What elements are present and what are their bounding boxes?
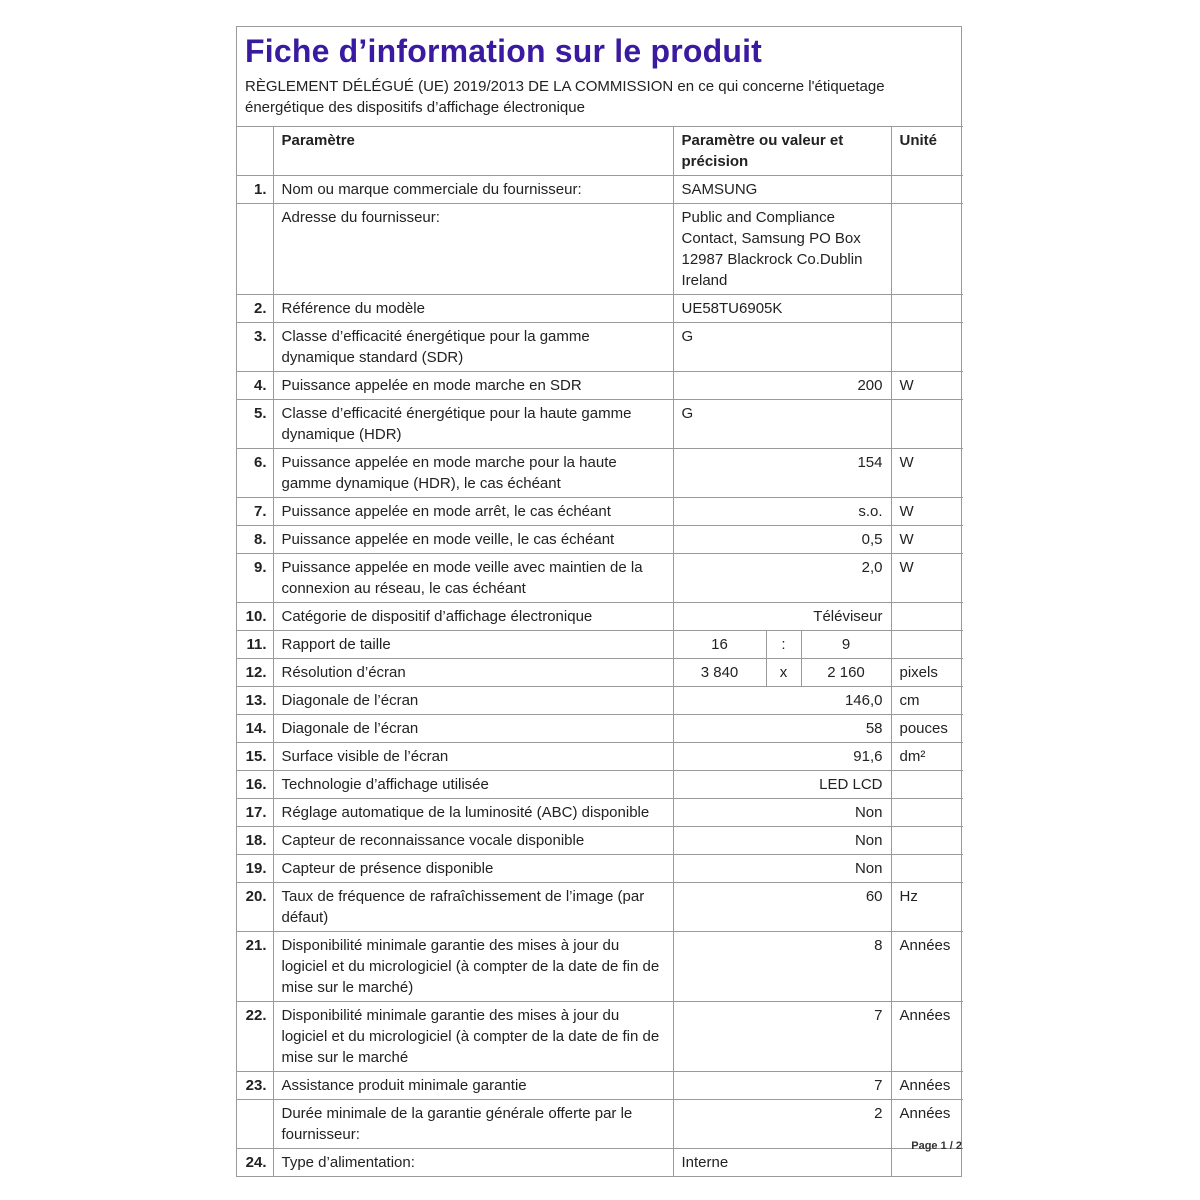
row-number: 15. [237,743,273,771]
row-value: Non [673,799,891,827]
row-number: 11. [237,631,273,659]
row-value: 2,0 [673,554,891,603]
row-value: Interne [673,1149,891,1177]
row-number: 17. [237,799,273,827]
table-row [237,827,963,855]
row-number [237,1100,273,1149]
row-unit [891,603,963,631]
table-row [237,799,963,827]
table-row [237,631,963,659]
row-param: Capteur de présence disponible [273,855,673,883]
row-unit [891,631,963,659]
split-separator: : [767,631,802,658]
row-param: Assistance produit minimale garantie [273,1072,673,1100]
table-row [237,323,963,372]
row-unit: Années [891,1002,963,1072]
row-number: 2. [237,295,273,323]
row-unit: W [891,449,963,498]
row-unit: W [891,554,963,603]
row-number: 18. [237,827,273,855]
table-row [237,603,963,631]
table-row [237,526,963,554]
row-unit [891,855,963,883]
table-row [237,883,963,932]
table-row [237,771,963,799]
row-number: 16. [237,771,273,799]
row-unit: Années [891,1072,963,1100]
row-param: Rapport de taille [273,631,673,659]
row-number: 1. [237,176,273,204]
table-row [237,855,963,883]
row-number [237,204,273,295]
split-value-a: 16 [674,631,767,658]
row-param: Puissance appelée en mode marche en SDR [273,372,673,400]
row-unit [891,400,963,449]
row-param: Disponibilité minimale garantie des mises à jour du logiciel et du micrologiciel (à compter de la date de fin de mise sur le marché) [273,932,673,1002]
row-number: 19. [237,855,273,883]
row-param: Taux de fréquence de rafraîchissement de l’image (par défaut) [273,883,673,932]
row-value: 200 [673,372,891,400]
row-value: s.o. [673,498,891,526]
row-unit: W [891,498,963,526]
table-row [237,659,963,687]
row-value: 7 [673,1072,891,1100]
row-param: Résolution d’écran [273,659,673,687]
row-param: Classe d’efficacité énergétique pour la haute gamme dynamique (HDR) [273,400,673,449]
row-unit [891,176,963,204]
row-param: Puissance appelée en mode veille, le cas échéant [273,526,673,554]
row-param: Diagonale de l’écran [273,715,673,743]
row-param: Catégorie de dispositif d’affichage électronique [273,603,673,631]
row-number: 23. [237,1072,273,1100]
table-row [237,372,963,400]
table-row [237,743,963,771]
row-value: LED LCD [673,771,891,799]
row-param: Puissance appelée en mode veille avec maintien de la connexion au réseau, le cas échéant [273,554,673,603]
row-number: 12. [237,659,273,687]
row-value: 91,6 [673,743,891,771]
row-number: 3. [237,323,273,372]
regulation-subtitle: RÈGLEMENT DÉLÉGUÉ (UE) 2019/2013 DE LA COMMISSION en ce qui concerne l'étiquetage énergétique des dispositifs d’affichage électronique [245,78,885,116]
row-unit [891,827,963,855]
row-number: 8. [237,526,273,554]
row-value: Public and Compliance Contact, Samsung PO Box 12987 Blackrock Co.Dublin Ireland [673,204,891,295]
row-value: SAMSUNG [673,176,891,204]
header-unit: Unité [891,127,963,176]
row-unit: Années [891,932,963,1002]
row-param: Référence du modèle [273,295,673,323]
row-unit: W [891,372,963,400]
row-value: 2 [673,1100,891,1149]
table-row [237,176,963,204]
row-value: G [673,323,891,372]
row-value: Non [673,827,891,855]
row-param: Puissance appelée en mode arrêt, le cas échéant [273,498,673,526]
row-number: 4. [237,372,273,400]
row-unit: Années [891,1100,963,1149]
header-param: Paramètre [273,127,673,176]
row-unit: pouces [891,715,963,743]
table-row [237,554,963,603]
row-param: Diagonale de l’écran [273,687,673,715]
row-param: Disponibilité minimale garantie des mises à jour du logiciel et du micrologiciel (à compter de la date de fin de mise sur le marché [273,1002,673,1072]
row-number: 13. [237,687,273,715]
row-value: UE58TU6905K [673,295,891,323]
row-value: G [673,400,891,449]
row-param: Nom ou marque commerciale du fournisseur: [273,176,673,204]
row-unit [891,799,963,827]
table-row [237,1100,963,1149]
row-value: 0,5 [673,526,891,554]
row-unit: Hz [891,883,963,932]
table-row [237,932,963,1002]
header-num-cell [237,127,273,176]
row-number: 9. [237,554,273,603]
table-row [237,715,963,743]
row-number: 22. [237,1002,273,1072]
table-row [237,449,963,498]
row-number: 14. [237,715,273,743]
row-param: Puissance appelée en mode marche pour la haute gamme dynamique (HDR), le cas échéant [273,449,673,498]
row-unit [891,295,963,323]
row-param: Adresse du fournisseur: [273,204,673,295]
table-row [237,687,963,715]
row-unit [891,204,963,295]
row-number: 21. [237,932,273,1002]
row-param: Capteur de reconnaissance vocale disponible [273,827,673,855]
row-value: Téléviseur [673,603,891,631]
row-value-split [673,659,891,687]
table-row [237,204,963,295]
product-information-sheet [236,26,962,1177]
row-param: Type d’alimentation: [273,1149,673,1177]
row-unit: cm [891,687,963,715]
row-param: Réglage automatique de la luminosité (ABC) disponible [273,799,673,827]
row-number: 20. [237,883,273,932]
product-info-table [237,126,963,1176]
header-value: Paramètre ou valeur et précision [673,127,891,176]
row-value: 146,0 [673,687,891,715]
row-param: Classe d’efficacité énergétique pour la gamme dynamique standard (SDR) [273,323,673,372]
table-header-row [237,127,963,176]
row-param: Durée minimale de la garantie générale offerte par le fournisseur: [273,1100,673,1149]
row-unit [891,323,963,372]
table-row [237,295,963,323]
split-separator: x [767,659,802,686]
table-row [237,498,963,526]
row-number: 5. [237,400,273,449]
row-unit [891,771,963,799]
table-row [237,1072,963,1100]
row-value: 7 [673,1002,891,1072]
table-row [237,400,963,449]
row-number: 7. [237,498,273,526]
page-number: Page 1 / 2 [911,1140,962,1152]
row-param: Technologie d’affichage utilisée [273,771,673,799]
row-value: 58 [673,715,891,743]
table-row [237,1002,963,1072]
row-value: 60 [673,883,891,932]
split-value-b: 9 [841,636,851,653]
table-row [237,1149,963,1177]
split-value-a: 3 840 [674,659,767,686]
row-value: 8 [673,932,891,1002]
row-unit: W [891,526,963,554]
row-number: 10. [237,603,273,631]
row-unit [891,1149,963,1177]
row-number: 24. [237,1149,273,1177]
row-value-split [673,631,891,659]
row-value: Non [673,855,891,883]
page-title: Fiche d’information sur le produit [245,33,763,69]
row-param: Surface visible de l’écran [273,743,673,771]
split-value-b: 2 160 [827,664,865,681]
row-unit: dm² [891,743,963,771]
row-unit: pixels [891,659,963,687]
row-value: 154 [673,449,891,498]
row-number: 6. [237,449,273,498]
